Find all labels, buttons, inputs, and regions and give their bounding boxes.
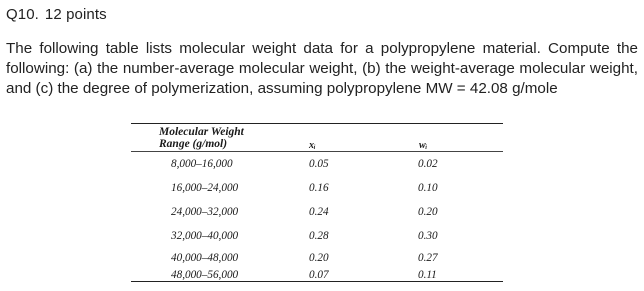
cell-x: 0.07 xyxy=(309,269,329,281)
question-header xyxy=(6,6,107,23)
question-points: 12 points xyxy=(44,6,107,23)
cell-range: 8,000–16,000 xyxy=(171,158,233,170)
table-header-rule xyxy=(131,151,503,152)
header-mw-range: Molecular Weight Range (g/mol) xyxy=(159,126,244,150)
table-row xyxy=(131,182,503,204)
cell-x: 0.20 xyxy=(309,252,329,264)
cell-range: 40,000–48,000 xyxy=(171,252,239,264)
question-number: Q10. xyxy=(6,6,39,23)
table-row xyxy=(131,269,503,291)
cell-w: 0.20 xyxy=(418,206,438,218)
header-wi: wᵢ xyxy=(419,140,428,151)
cell-w: 0.11 xyxy=(418,269,437,281)
table-row xyxy=(131,158,503,180)
table-bottom-rule xyxy=(131,281,503,282)
table-top-rule xyxy=(131,123,503,124)
cell-x: 0.24 xyxy=(309,206,329,218)
table-row xyxy=(131,206,503,228)
cell-range: 32,000–40,000 xyxy=(171,230,239,242)
cell-w: 0.02 xyxy=(418,158,438,170)
question-prompt: The following table lists molecular weight data for a polypropylene material. Compute the following: (a) the number-average molecular weight, (b) the weight-average molecular weight, and (c) the degree of polymerization, assuming polypropylene MW = 42.08 g/mole xyxy=(6,40,638,97)
cell-range: 16,000–24,000 xyxy=(171,182,239,194)
cell-x: 0.16 xyxy=(309,182,329,194)
cell-w: 0.10 xyxy=(418,182,438,194)
cell-range: 48,000–56,000 xyxy=(171,269,239,281)
table-row xyxy=(131,230,503,252)
header-xi: xᵢ xyxy=(309,140,316,151)
cell-w: 0.27 xyxy=(418,252,438,264)
cell-range: 24,000–32,000 xyxy=(171,206,239,218)
cell-x: 0.28 xyxy=(309,230,329,242)
cell-x: 0.05 xyxy=(309,158,329,170)
cell-w: 0.30 xyxy=(418,230,438,242)
